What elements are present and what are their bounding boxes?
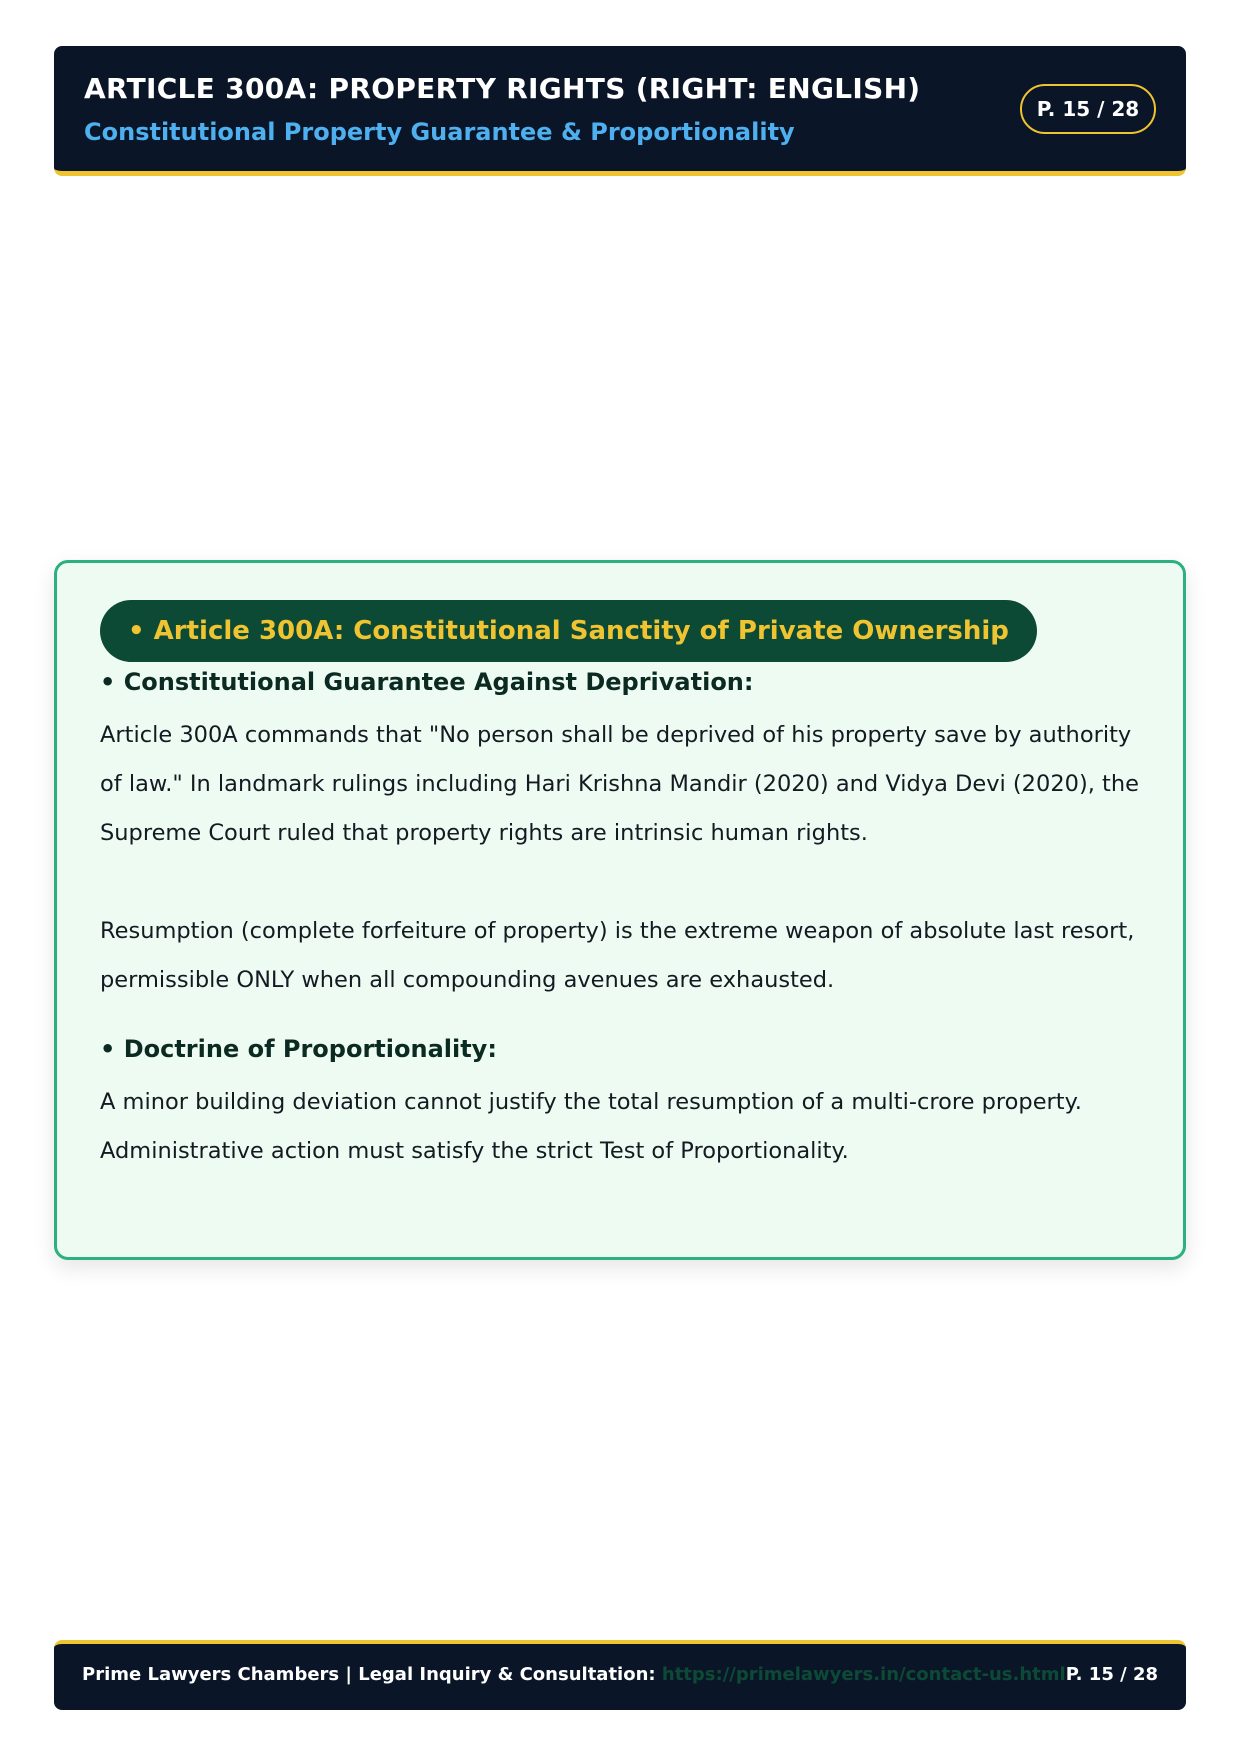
content-card: [54, 560, 1186, 1260]
footer-text: Prime Lawyers Chambers | Legal Inquiry & Consultation:: [82, 1664, 656, 1685]
paragraph-proportionality: A minor building deviation cannot justify the total resumption of a multi-crore property. Administrative action must satisfy the strict Test of Proportionality.: [100, 1089, 1082, 1164]
card-title-pill: • Article 300A: Constitutional Sanctity of Private Ownership: [100, 600, 1037, 662]
page-footer: [54, 1640, 1186, 1710]
footer-credit: [82, 1664, 1066, 1685]
page-header: [54, 46, 1186, 176]
page-subtitle: Constitutional Property Guarantee & Proportionality: [84, 118, 795, 146]
paragraph-article-300a: Article 300A commands that "No person shall be deprived of his property save by authority of law." In landmark rulings including Hari Krishna Mandir (2020) and Vidya Devi (2020), the Supreme Court ruled that property rights are intrinsic human rights.: [100, 722, 1139, 846]
paragraph-resumption: Resumption (complete forfeiture of property) is the extreme weapon of absolute last resort, permissible ONLY when all compounding avenues are exhausted.: [100, 918, 1135, 993]
section-heading-deprivation: • Constitutional Guarantee Against Deprivation:: [100, 668, 754, 696]
page-number-badge: P. 15 / 28: [1020, 84, 1156, 134]
contact-link[interactable]: https://primelawyers.in/contact-us.html: [661, 1664, 1066, 1685]
page-title: ARTICLE 300A: PROPERTY RIGHTS (RIGHT: ENGLISH): [84, 72, 921, 105]
section-heading-proportionality: • Doctrine of Proportionality:: [100, 1035, 497, 1063]
footer-page-number: P. 15 / 28: [1065, 1664, 1158, 1685]
